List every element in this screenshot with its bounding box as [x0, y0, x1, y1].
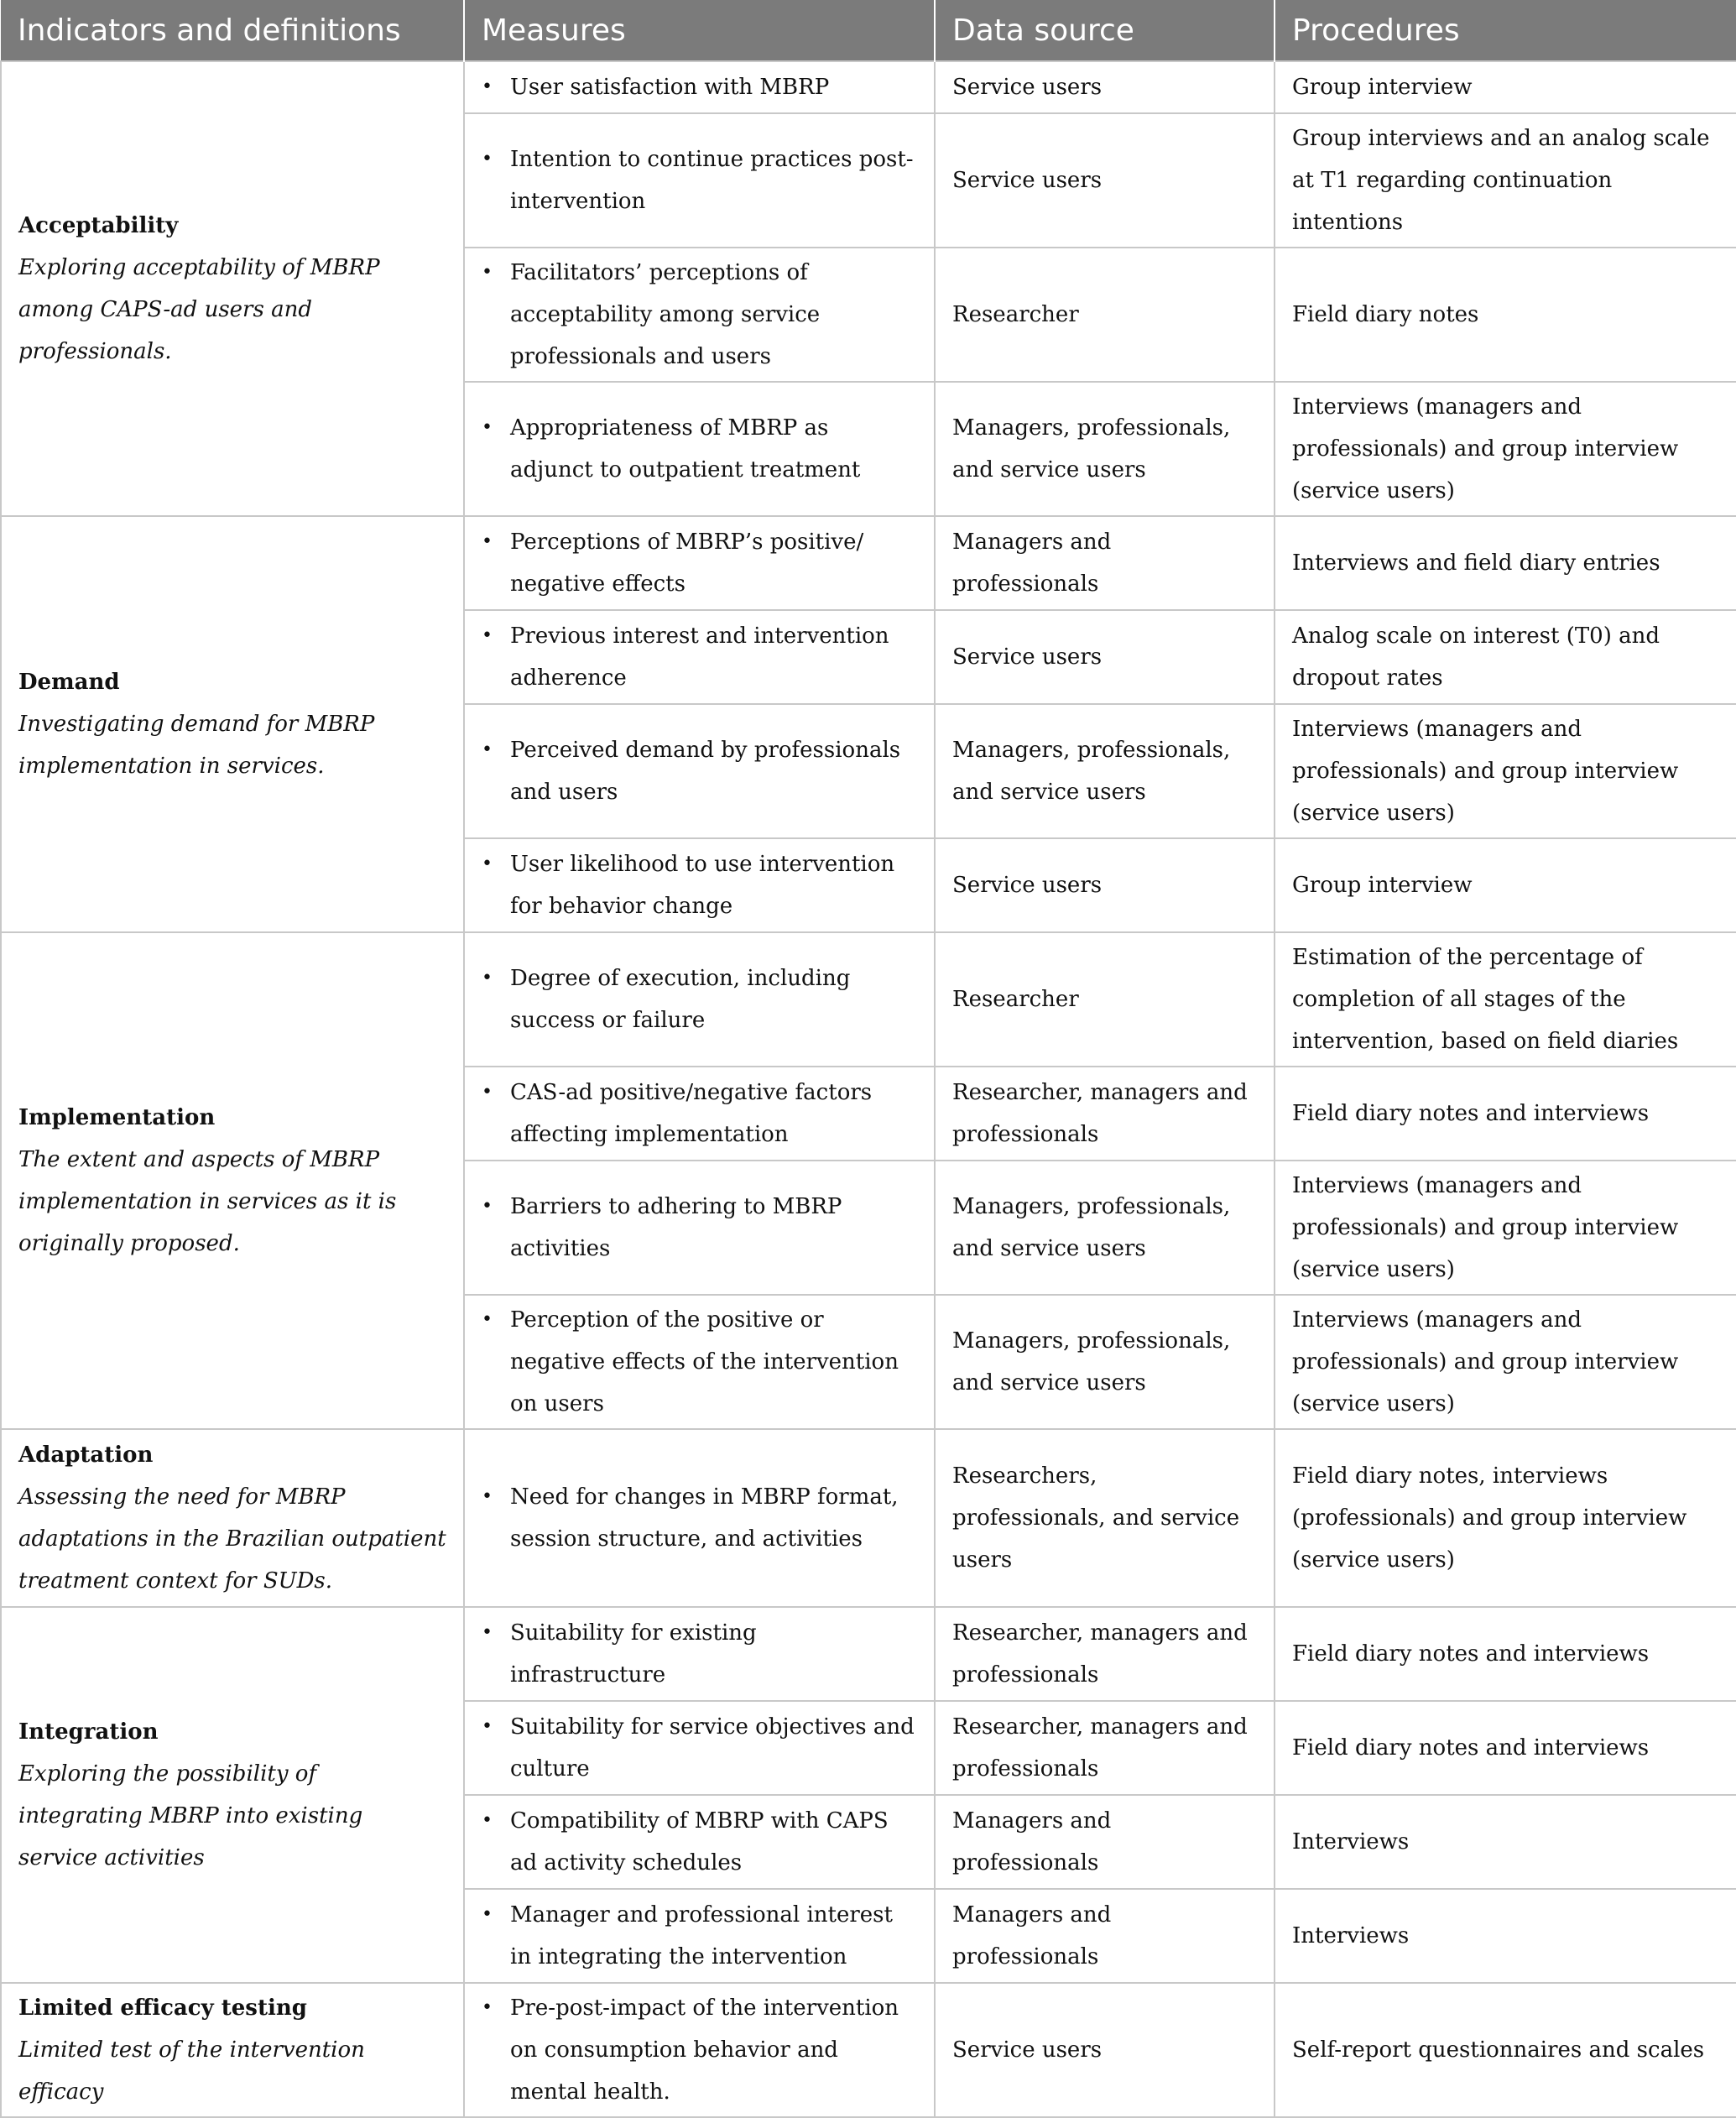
measure-cell: [464, 704, 935, 838]
procedure-cell: Field diary notes and interviews: [1275, 1607, 1736, 1701]
data-source-cell: Service users: [935, 61, 1275, 113]
data-source-cell: Service users: [935, 610, 1275, 704]
data-source-cell: Managers, professionals, and service users: [935, 1295, 1275, 1429]
measure-cell: [464, 113, 935, 248]
indicator-cell: [1, 1983, 464, 2117]
measure-cell: [464, 1983, 935, 2117]
indicator-cell: [1, 1429, 464, 1607]
data-source-cell: Managers and professionals: [935, 1889, 1275, 1983]
data-source-cell: Researcher: [935, 932, 1275, 1067]
table-body: [1, 61, 1736, 2117]
measure-text: Need for changes in MBRP format, session structure, and activities: [510, 1484, 899, 1552]
indicator-title: Adaptation: [18, 1442, 154, 1468]
indicator-cell: [1, 516, 464, 932]
indicator-cell: [1, 1607, 464, 1983]
header-data-source: Data source: [935, 0, 1275, 61]
procedure-cell: Self-report questionnaires and scales: [1275, 1983, 1736, 2117]
table-row: [1, 1607, 1736, 1701]
bullet-icon: •: [482, 968, 493, 989]
measure-text: Manager and professional interest in integrating the intervention: [510, 1902, 893, 1969]
bullet-icon: •: [482, 1486, 493, 1507]
procedure-cell: Group interview: [1275, 838, 1736, 932]
procedure-cell: Interviews and field diary entries: [1275, 516, 1736, 610]
indicator-definition: Assessing the need for MBRP adaptations in the Brazilian outpatient treatment context for SUDs.: [18, 1484, 446, 1594]
measure-text: Facilitators’ perceptions of acceptability among service professionals and users: [510, 260, 821, 369]
indicator-title: Implementation: [18, 1105, 216, 1130]
procedure-cell: Interviews: [1275, 1889, 1736, 1983]
measure-cell: [464, 1701, 935, 1795]
data-source-cell: Managers and professionals: [935, 1795, 1275, 1889]
measure-text: Barriers to adhering to MBRP activities: [510, 1194, 842, 1261]
measure-cell: [464, 610, 935, 704]
measure-cell: [464, 1429, 935, 1607]
measure-text: Intention to continue practices post-intervention: [510, 147, 914, 214]
data-source-cell: Researcher, managers and professionals: [935, 1067, 1275, 1161]
measure-text: Perceived demand by professionals and users: [510, 738, 901, 805]
indicator-title: Demand: [18, 670, 120, 695]
bullet-icon: •: [482, 76, 493, 97]
measure-text: CAS-ad positive/negative factors affecting implementation: [510, 1080, 873, 1147]
measure-text: Suitability for service objectives and culture: [510, 1714, 915, 1782]
indicator-definition: Investigating demand for MBRP implementation in services.: [18, 712, 375, 779]
bullet-icon: •: [482, 625, 493, 646]
data-source-cell: Researcher, managers and professionals: [935, 1701, 1275, 1795]
table-row: [1, 932, 1736, 1067]
data-source-cell: Managers, professionals, and service users: [935, 1161, 1275, 1295]
table-header: [1, 0, 1736, 61]
bullet-icon: •: [482, 1082, 493, 1103]
bullet-icon: •: [482, 1309, 493, 1330]
measure-text: User likelihood to use intervention for behavior change: [510, 852, 895, 919]
indicator-title: Limited efficacy testing: [18, 1995, 307, 2021]
bullet-icon: •: [482, 417, 493, 438]
procedure-cell: Analog scale on interest (T0) and dropout rates: [1275, 610, 1736, 704]
bullet-icon: •: [482, 531, 493, 552]
measure-cell: [464, 1607, 935, 1701]
procedure-cell: Interviews (managers and professionals) and group interview (service users): [1275, 704, 1736, 838]
procedure-cell: Interviews (managers and professionals) and group interview (service users): [1275, 1161, 1736, 1295]
bullet-icon: •: [482, 1810, 493, 1831]
indicator-definition: The extent and aspects of MBRP implementation in services as it is originally proposed.: [18, 1147, 397, 1256]
measure-cell: [464, 932, 935, 1067]
bullet-icon: •: [482, 1196, 493, 1217]
procedure-cell: Interviews (managers and professionals) and group interview (service users): [1275, 1295, 1736, 1429]
procedure-cell: Group interview: [1275, 61, 1736, 113]
data-source-cell: Managers, professionals, and service users: [935, 704, 1275, 838]
table-row: [1, 516, 1736, 610]
measure-cell: [464, 516, 935, 610]
procedure-cell: Field diary notes and interviews: [1275, 1067, 1736, 1161]
indicator-title: Acceptability: [18, 213, 179, 238]
indicator-definition: Exploring acceptability of MBRP among CAPS-ad users and professionals.: [18, 255, 380, 364]
bullet-icon: •: [482, 853, 493, 874]
header-indicators: Indicators and definitions: [1, 0, 464, 61]
header-measures: Measures: [464, 0, 935, 61]
procedure-cell: Group interviews and an analog scale at T1 regarding continuation intentions: [1275, 113, 1736, 248]
bullet-icon: •: [482, 1622, 493, 1643]
measure-text: User satisfaction with MBRP: [510, 75, 830, 100]
indicator-cell: [1, 932, 464, 1429]
bullet-icon: •: [482, 149, 493, 170]
bullet-icon: •: [482, 1997, 493, 2018]
procedure-cell: Interviews: [1275, 1795, 1736, 1889]
measure-cell: [464, 1161, 935, 1295]
data-source-cell: Managers and professionals: [935, 516, 1275, 610]
measure-cell: [464, 1067, 935, 1161]
table-row: [1, 1429, 1736, 1607]
measure-cell: [464, 838, 935, 932]
bullet-icon: •: [482, 1716, 493, 1737]
indicator-definition: Limited test of the intervention efficacy: [18, 2037, 365, 2105]
measure-text: Pre-post-impact of the intervention on consumption behavior and mental health.: [510, 1995, 899, 2105]
bullet-icon: •: [482, 262, 493, 283]
measure-cell: [464, 382, 935, 516]
measure-cell: [464, 1295, 935, 1429]
indicator-cell: [1, 61, 464, 516]
measure-cell: [464, 248, 935, 382]
measure-text: Compatibility of MBRP with CAPS ad activity schedules: [510, 1808, 889, 1875]
measure-cell: [464, 1795, 935, 1889]
procedure-cell: Field diary notes, interviews (professionals) and group interview (service users): [1275, 1429, 1736, 1607]
table-row: [1, 61, 1736, 113]
measure-cell: [464, 61, 935, 113]
bullet-icon: •: [482, 739, 493, 760]
data-source-cell: Managers, professionals, and service users: [935, 382, 1275, 516]
header-procedures: Procedures: [1275, 0, 1736, 61]
procedure-cell: Estimation of the percentage of completion of all stages of the intervention, based on field diaries: [1275, 932, 1736, 1067]
procedure-cell: Field diary notes: [1275, 248, 1736, 382]
procedure-cell: Field diary notes and interviews: [1275, 1701, 1736, 1795]
measure-text: Perception of the positive or negative effects of the intervention on users: [510, 1307, 899, 1416]
table-row: [1, 1983, 1736, 2117]
data-source-cell: Service users: [935, 1983, 1275, 2117]
data-source-cell: Service users: [935, 838, 1275, 932]
measure-text: Appropriateness of MBRP as adjunct to outpatient treatment: [510, 415, 861, 483]
measure-text: Previous interest and intervention adherence: [510, 623, 889, 691]
bullet-icon: •: [482, 1904, 493, 1925]
measure-text: Suitability for existing infrastructure: [510, 1620, 757, 1688]
measure-cell: [464, 1889, 935, 1983]
indicator-title: Integration: [18, 1719, 159, 1745]
data-source-cell: Service users: [935, 113, 1275, 248]
data-source-cell: Researcher, managers and professionals: [935, 1607, 1275, 1701]
measure-text: Degree of execution, including success or failure: [510, 966, 851, 1033]
data-source-cell: Researchers, professionals, and service users: [935, 1429, 1275, 1607]
data-source-cell: Researcher: [935, 248, 1275, 382]
procedure-cell: Interviews (managers and professionals) and group interview (service users): [1275, 382, 1736, 516]
indicator-definition: Exploring the possibility of integrating MBRP into existing service activities: [18, 1761, 363, 1870]
measure-text: Perceptions of MBRP’s positive/ negative effects: [510, 530, 864, 597]
